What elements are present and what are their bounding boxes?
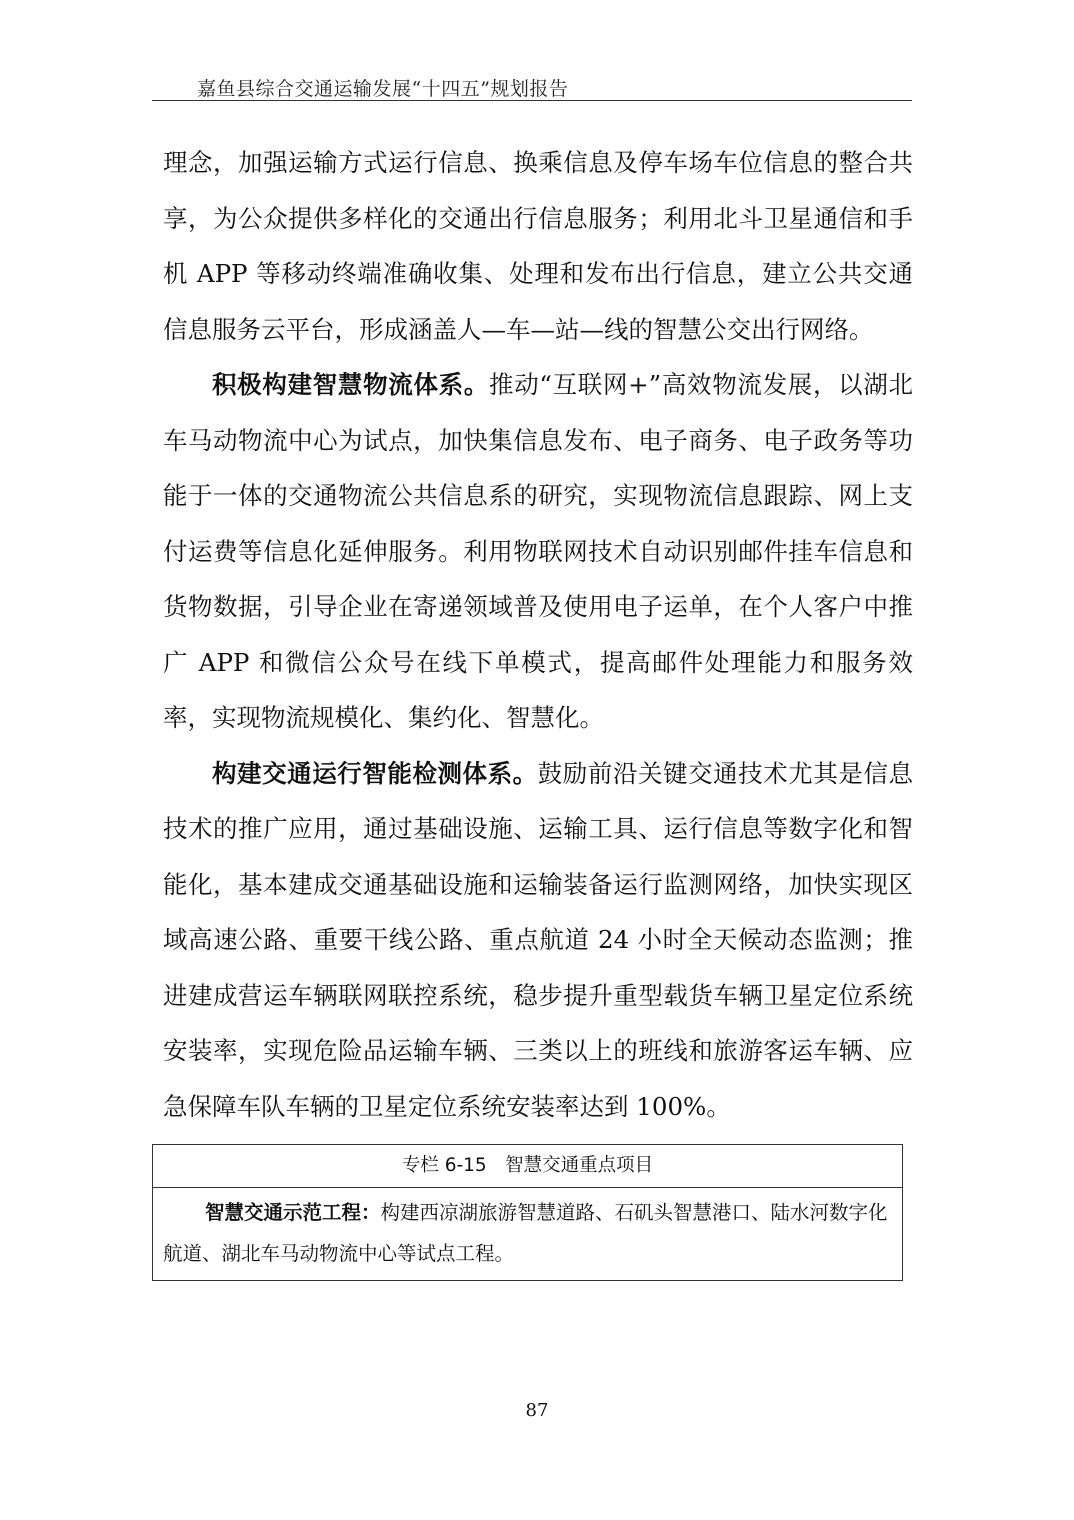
paragraph-3 [163, 746, 913, 1135]
paragraph-1-text: 理念，加强运输方式运行信息、换乘信息及停车场车位信息的整合共享，为公众提供多样化的交通出行信息服务；利用北斗卫星通信和手机 APP 等移动终端准确收集、处理和发布出行信息，建立公共交通信息服务云平台，形成涵盖人—车—站—线的智慧公交出行网络。 [163, 148, 913, 344]
feature-column-heading: 智慧交通示范工程： [205, 1201, 381, 1224]
header-divider [152, 100, 912, 101]
paragraph-2 [163, 357, 913, 746]
body-text [163, 135, 913, 1134]
page-header-title: 嘉鱼县综合交通运输发展“十四五”规划报告 [197, 78, 569, 100]
feature-column-box [152, 1144, 903, 1281]
paragraph-2-text: 推动“互联网+”高效物流发展，以湖北车马动物流中心为试点，加快集信息发布、电子商务、电子政务等功能于一体的交通物流公共信息系的研究，实现物流信息跟踪、网上支付运费等信息化延伸服务。利用物联网技术自动识别邮件挂车信息和货物数据，引导企业在寄递领域普及使用电子运单，在个人客户中推广 APP 和微信公众号在线下单模式，提高邮件处理能力和服务效率，实现物流规模化、集约化、智慧化。 [163, 370, 914, 732]
paragraph-3-text: 鼓励前沿关键交通技术尤其是信息技术的推广应用，通过基础设施、运输工具、运行信息等数字化和智能化，基本建成交通基础设施和运输装备运行监测网络，加快实现区域高速公路、重要干线公路、重点航道 24 小时全天候动态监测；推进建成营运车辆联网联控系统，稳步提升重型载货车辆卫星定位系统安装率，实现危险品运输车辆、三类以上的班线和旅游客运车辆、应急保障车队车辆的卫星定位系统安装率达到 100%。 [163, 758, 914, 1121]
feature-column-text: 构建西凉湖旅游智慧道路、石矶头智慧港口、陆水河数字化航道、湖北车马动物流中心等试点工程。 [163, 1201, 888, 1265]
paragraph-2-heading: 积极构建智慧物流体系。 [212, 370, 490, 399]
feature-column-body [153, 1188, 902, 1280]
feature-column-title: 专栏 6-15 智慧交通重点项目 [153, 1145, 902, 1188]
page-number: 87 [525, 1400, 549, 1421]
paragraph-1 [163, 135, 913, 357]
paragraph-3-heading: 构建交通运行智能检测体系。 [212, 758, 538, 788]
